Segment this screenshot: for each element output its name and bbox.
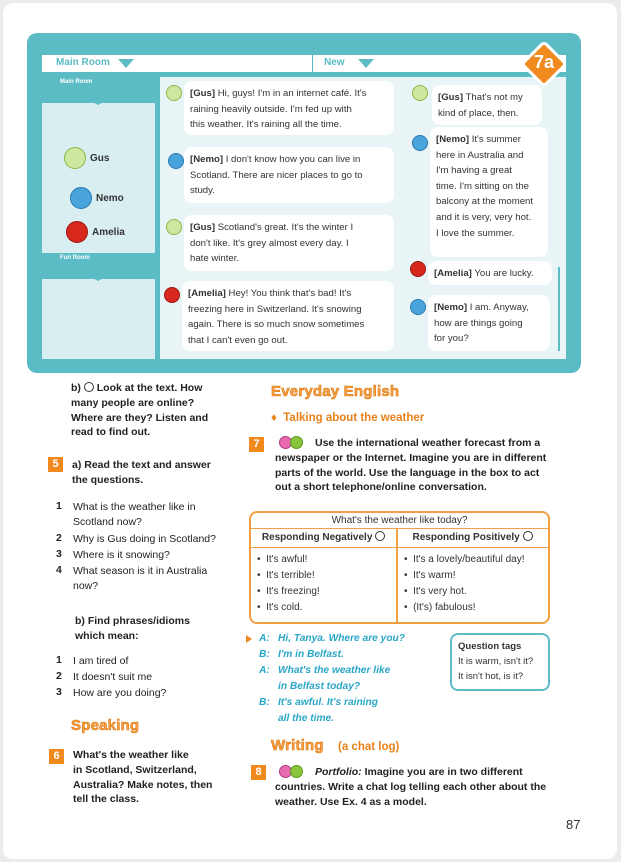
table-cell: • It's awful!: [257, 554, 308, 565]
exercise-5-number: 5: [48, 457, 63, 472]
play-arrow-icon: [246, 635, 252, 643]
user-amelia[interactable]: Amelia: [66, 221, 125, 243]
chat-sidebar: [42, 77, 155, 359]
chat-message: [Nemo] I don't know how you can live in Scotland. There are nicer places to go to study.: [184, 147, 394, 203]
exercise-7-instruction: Use the international weather forecast from a newspaper or the Internet. Imagine you are in different parts of the world. Use the language in the box to act out a short telephone/online conversation.: [275, 437, 547, 494]
dialogue-line: It's awful. It's raining all the time.: [278, 697, 378, 724]
table-cell: • It's freezing!: [257, 586, 320, 597]
speaking-heading: Speaking: [71, 717, 140, 734]
everyday-english-heading: Everyday English: [271, 383, 400, 400]
writing-subheading: (a chat log): [338, 741, 400, 753]
talking-weather-subheading: ♦ Talking about the weather: [271, 412, 425, 424]
amelia-avatar-icon: [66, 221, 88, 243]
chat-scrollbar[interactable]: [558, 267, 560, 351]
phrase-item: How are you doing?: [73, 687, 167, 699]
exercise-5b-instruction: b) Find phrases/idioms which mean:: [75, 615, 190, 642]
dialogue-line: What's the weather like in Belfast today?: [278, 665, 391, 692]
nemo-avatar-icon: [70, 187, 92, 209]
question-tags-box: Question tags It is warm, isn't it? It isn't hot, is it?: [450, 633, 550, 691]
phrase-number: 3: [56, 686, 62, 698]
question-number: 3: [56, 548, 62, 560]
amelia-avatar-icon: [164, 287, 180, 303]
question-number: 2: [56, 532, 62, 544]
nemo-avatar-icon: [412, 135, 428, 151]
user-gus[interactable]: Gus: [64, 147, 109, 169]
nemo-avatar-icon: [410, 299, 426, 315]
exercise-8-number: 8: [251, 765, 266, 780]
exercise-7-number: 7: [249, 437, 264, 452]
question-number: 4: [56, 564, 62, 576]
phrase-item: I am tired of: [73, 655, 129, 667]
chat-window: [27, 33, 581, 373]
sad-face-icon: [375, 531, 385, 541]
exercise-8-instruction: Portfolio: Imagine you are in two different countries. Write a chat log telling each other about the weather. Use Ex. 4 as a model.: [275, 766, 547, 808]
sidebar-main-room[interactable]: Main Room: [42, 77, 155, 103]
textbook-page: [3, 3, 617, 859]
chat-message: [Amelia] You are lucky.: [428, 261, 552, 285]
phrase-number: 1: [56, 654, 62, 666]
dialogue-who: A:: [259, 665, 270, 676]
amelia-avatar-icon: [410, 261, 426, 277]
chat-message: [Gus] Scotland's great. It's the winter I don't like. It's grey almost every day. I hate winter.: [184, 215, 394, 271]
table-cell: • It's cold.: [257, 602, 303, 613]
table-cell: • It's terrible!: [257, 570, 315, 581]
room-dropdown-icon[interactable]: [118, 59, 134, 68]
chat-message: [Nemo] It's summer here in Australia and I'm having a great time. I'm sitting on the balcony at the moment and it is very, very hot. I love the summer.: [430, 127, 548, 257]
dialogue-line: Hi, Tanya. Where are you?: [278, 633, 406, 644]
sidebar-fun-room[interactable]: Fun Room: [42, 253, 155, 279]
user-nemo[interactable]: Nemo: [70, 187, 124, 209]
table-cell: • (It's) fabulous!: [404, 602, 476, 613]
negative-header: Responding Negatively: [251, 529, 396, 548]
exercise-6-number: 6: [49, 749, 64, 764]
question-item: What is the weather like in Scotland now?: [73, 501, 196, 528]
happy-face-icon: [523, 531, 533, 541]
chat-messages: [160, 77, 566, 359]
dialogue-line: I'm in Belfast.: [278, 649, 344, 660]
new-dropdown-icon[interactable]: [358, 59, 374, 68]
gus-avatar-icon: [64, 147, 86, 169]
dialogue-who: B:: [259, 697, 270, 708]
gus-avatar-icon: [412, 85, 428, 101]
page-number: 87: [566, 817, 581, 832]
weather-phrases-table: [249, 511, 550, 624]
writing-heading: Writing: [271, 737, 324, 754]
question-item: Where is it snowing?: [73, 549, 170, 561]
gus-avatar-icon: [166, 219, 182, 235]
exercise-6-instruction: What's the weather like in Scotland, Switzerland, Australia? Make notes, then tell the class.: [73, 749, 213, 806]
chat-top-bar: [42, 55, 566, 72]
dialogue-who: A:: [259, 633, 270, 644]
question-item: Why is Gus doing in Scotland?: [73, 533, 216, 545]
chat-message: [Gus] Hi, guys! I'm in an internet café. It's raining heavily outside. I'm fed up with this weather. It's raining all the time.: [184, 81, 394, 135]
table-cell: • It's a lovely/beautiful day!: [404, 554, 525, 565]
question-item: What season is it in Australia now?: [73, 565, 208, 592]
room-label: Main Room: [56, 57, 110, 68]
chat-message: [Nemo] I am. Anyway, how are things going for you?: [428, 295, 550, 351]
table-cell: • It's warm!: [404, 570, 456, 581]
positive-header: Responding Positively: [397, 529, 548, 548]
lesson-badge: 7a: [521, 41, 567, 87]
exercise-4b: b) Look at the text. How many people are online? Where are they? Listen and read to find out.: [71, 382, 209, 439]
headphones-icon: [84, 382, 94, 392]
phrase-number: 2: [56, 670, 62, 682]
table-cell: • It's very hot.: [404, 586, 467, 597]
chat-message: [Gus] That's not my kind of place, then.: [432, 85, 542, 125]
table-title: What's the weather like today?: [251, 513, 548, 529]
nemo-avatar-icon: [168, 153, 184, 169]
gus-avatar-icon: [166, 85, 182, 101]
question-number: 1: [56, 500, 62, 512]
new-label: New: [324, 57, 345, 68]
chat-message: [Amelia] Hey! You think that's bad! It's freezing here in Switzerland. It's snowing again. There is so much snow sometimes that I can't even go out.: [182, 281, 394, 351]
dialogue-who: B:: [259, 649, 270, 660]
phrase-item: It doesn't suit me: [73, 671, 153, 683]
exercise-5a-instruction: a) Read the text and answer the questions.: [72, 459, 211, 486]
